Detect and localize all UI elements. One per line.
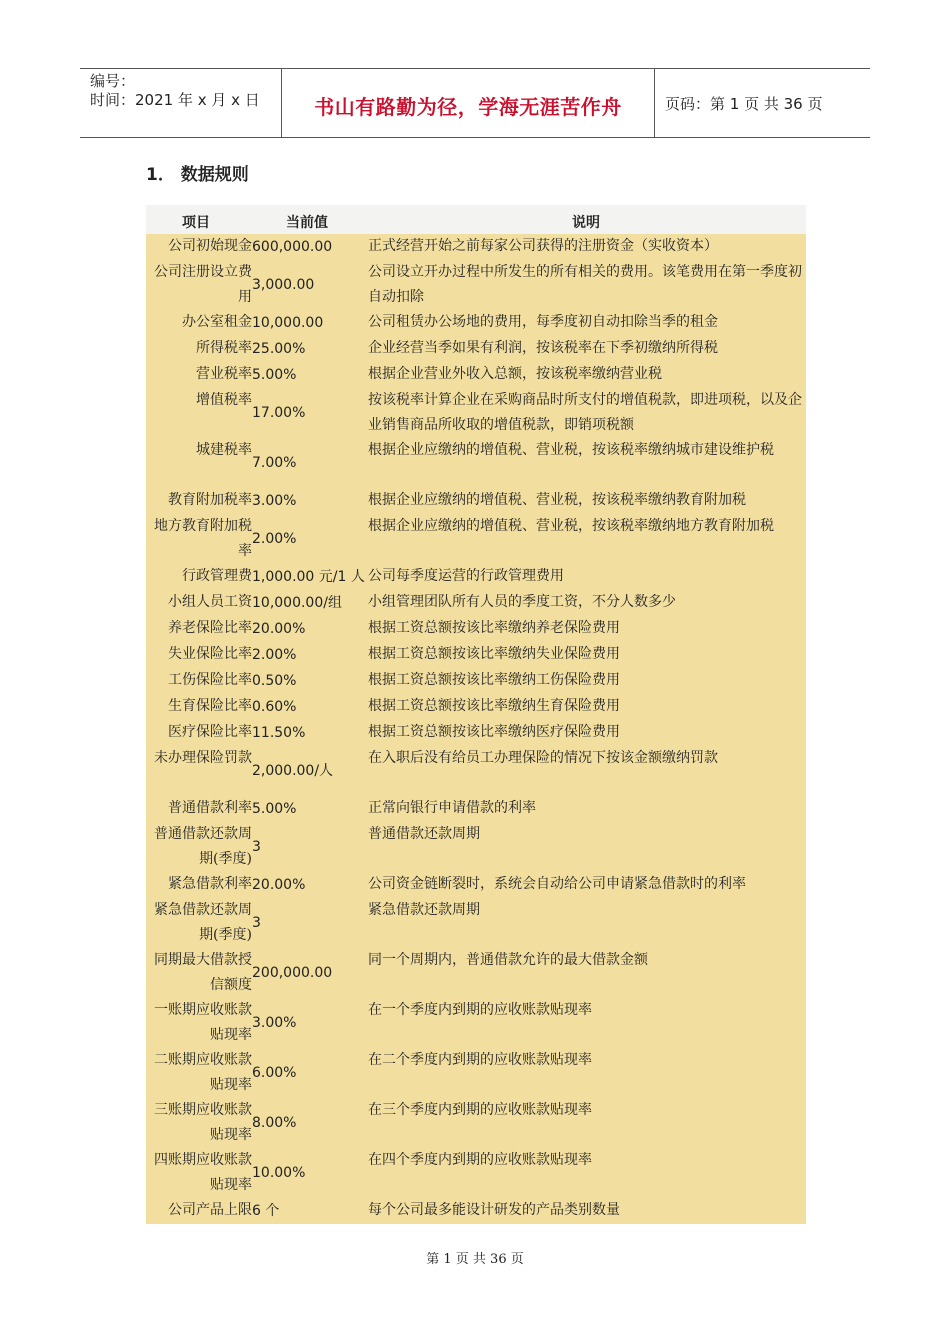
- row-value: 2,000.00/人: [252, 763, 334, 779]
- table-row: [146, 822, 806, 872]
- row-item: 紧急借款利率: [168, 876, 252, 892]
- row-value: 10,000.00: [252, 315, 324, 331]
- row-value: 2.00%: [252, 531, 297, 547]
- header-page-cell: [655, 69, 870, 137]
- table-row: [146, 668, 806, 694]
- row-description: 正常向银行申请借款的利率: [368, 800, 536, 816]
- section-title: 1． 数据规则: [146, 165, 249, 185]
- row-value: 200,000.00: [252, 965, 333, 981]
- row-value: 3.00%: [252, 1015, 297, 1031]
- row-item: 未办理保险罚款: [154, 750, 252, 766]
- row-value: 3,000.00: [252, 277, 315, 293]
- row-item: 教育附加税率: [168, 492, 252, 508]
- row-description: 企业经营当季如果有利润，按该税率在下季初缴纳所得税: [368, 340, 718, 356]
- row-description: 根据工资总额按该比率缴纳养老保险费用: [368, 620, 620, 636]
- row-item: 失业保险比率: [168, 646, 252, 662]
- row-value: 17.00%: [252, 405, 306, 421]
- table-row: [146, 720, 806, 746]
- table-row: [146, 1098, 806, 1148]
- row-value: 20.00%: [252, 877, 306, 893]
- row-description: 在三个季度内到期的应收账款贴现率: [368, 1102, 592, 1118]
- row-value: 10,000.00/组: [252, 595, 342, 611]
- row-item: 办公室租金: [182, 314, 252, 330]
- header-page-info: 页码：第 1 页 共 36 页: [665, 95, 823, 113]
- row-description: 按该税率计算企业在采购商品时所支付的增值税款，即进项税，以及企业销售商品所收取的增值税款，即销项税额: [368, 392, 802, 433]
- row-item: 养老保险比率: [168, 620, 252, 636]
- row-item: 营业税率: [196, 366, 252, 382]
- page-header: [80, 68, 870, 138]
- row-item: 医疗保险比率: [168, 724, 252, 740]
- row-value: 3: [252, 839, 261, 855]
- row-description: 紧急借款还款周期: [368, 902, 480, 918]
- header-item: 项目: [182, 215, 210, 231]
- table-row: [146, 796, 806, 822]
- row-item: 行政管理费: [182, 568, 252, 584]
- page-footer: 第 1 页 共 36 页: [426, 1252, 524, 1267]
- row-description: 根据工资总额按该比率缴纳失业保险费用: [368, 646, 620, 662]
- header-motto: 书山有路勤为径，学海无涯苦作舟: [314, 95, 622, 119]
- table-row: [146, 260, 806, 310]
- table-row: [146, 998, 806, 1048]
- table-row: [146, 872, 806, 898]
- row-description: 在一个季度内到期的应收账款贴现率: [368, 1002, 592, 1018]
- data-rules-table: [146, 205, 806, 1224]
- row-item: 城建税率: [196, 442, 252, 458]
- header-description: 说明: [572, 215, 600, 231]
- table-row: [146, 514, 806, 564]
- document-date-label: 时间：2021 年 x 月 x 日: [90, 91, 260, 109]
- row-description: 在四个季度内到期的应收账款贴现率: [368, 1152, 592, 1168]
- row-value: 1,000.00 元/1 人: [252, 569, 365, 585]
- table-row: [146, 898, 806, 948]
- row-item: 紧急借款还款周期(季度): [154, 902, 252, 943]
- row-item: 增值税率: [196, 392, 252, 408]
- table-row: [146, 362, 806, 388]
- table-row: [146, 488, 806, 514]
- table-row: [146, 1148, 806, 1198]
- row-item: 公司初始现金: [168, 238, 252, 254]
- table-body: [146, 234, 806, 1224]
- table-row: [146, 564, 806, 590]
- row-description: 根据企业应缴纳的增值税、营业税，按该税率缴纳教育附加税: [368, 492, 746, 508]
- row-description: 普通借款还款周期: [368, 826, 480, 842]
- document-number-label: 编号：: [90, 72, 136, 90]
- table-row: [146, 616, 806, 642]
- row-item: 一账期应收账款贴现率: [154, 1002, 252, 1043]
- row-value: 2.00%: [252, 647, 297, 663]
- row-value: 3.00%: [252, 493, 297, 509]
- row-description: 根据工资总额按该比率缴纳生育保险费用: [368, 698, 620, 714]
- row-description: 同一个周期内，普通借款允许的最大借款金额: [368, 952, 648, 968]
- row-description: 公司资金链断裂时，系统会自动给公司申请紧急借款时的利率: [368, 876, 746, 892]
- row-description: 正式经营开始之前每家公司获得的注册资金（实收资本）: [368, 238, 718, 254]
- row-item: 小组人员工资: [168, 594, 252, 610]
- row-value: 5.00%: [252, 801, 297, 817]
- row-value: 0.60%: [252, 699, 297, 715]
- row-value: 20.00%: [252, 621, 306, 637]
- header-meta-cell: [80, 69, 282, 137]
- row-value: 8.00%: [252, 1115, 297, 1131]
- table-row: [146, 746, 806, 796]
- header-value: 当前值: [286, 215, 328, 231]
- table-row: [146, 948, 806, 998]
- row-description: 根据企业营业外收入总额，按该税率缴纳营业税: [368, 366, 662, 382]
- row-description: 在二个季度内到期的应收账款贴现率: [368, 1052, 592, 1068]
- row-item: 所得税率: [196, 340, 252, 356]
- row-item: 公司产品上限: [168, 1202, 252, 1218]
- row-value: 3: [252, 915, 261, 931]
- table-header-row: [146, 205, 806, 234]
- table-row: [146, 388, 806, 438]
- row-value: 25.00%: [252, 341, 306, 357]
- table-row: [146, 336, 806, 362]
- row-description: 在入职后没有给员工办理保险的情况下按该金额缴纳罚款: [368, 750, 718, 766]
- row-value: 6 个: [252, 1203, 280, 1219]
- row-description: 根据工资总额按该比率缴纳工伤保险费用: [368, 672, 620, 688]
- row-item: 三账期应收账款贴现率: [154, 1102, 252, 1143]
- row-value: 7.00%: [252, 455, 297, 471]
- row-item: 公司注册设立费用: [154, 264, 252, 305]
- table-row: [146, 590, 806, 616]
- table-row: [146, 234, 806, 260]
- row-value: 0.50%: [252, 673, 297, 689]
- table-row: [146, 694, 806, 720]
- row-item: 普通借款利率: [168, 800, 252, 816]
- row-item: 二账期应收账款贴现率: [154, 1052, 252, 1093]
- table-row: [146, 438, 806, 488]
- row-description: 根据工资总额按该比率缴纳医疗保险费用: [368, 724, 620, 740]
- row-description: 公司租赁办公场地的费用，每季度初自动扣除当季的租金: [368, 314, 718, 330]
- row-item: 工伤保险比率: [168, 672, 252, 688]
- row-description: 公司每季度运营的行政管理费用: [368, 568, 564, 584]
- row-item: 生育保险比率: [168, 698, 252, 714]
- row-description: 小组管理团队所有人员的季度工资，不分人数多少: [368, 594, 676, 610]
- row-item: 普通借款还款周期(季度): [154, 826, 252, 867]
- header-motto-cell: [282, 69, 655, 137]
- table-row: [146, 1198, 806, 1224]
- row-value: 10.00%: [252, 1165, 306, 1181]
- row-value: 6.00%: [252, 1065, 297, 1081]
- row-description: 公司设立开办过程中所发生的所有相关的费用。该笔费用在第一季度初自动扣除: [368, 264, 802, 305]
- row-description: 根据企业应缴纳的增值税、营业税，按该税率缴纳地方教育附加税: [368, 518, 774, 534]
- table-row: [146, 310, 806, 336]
- table-row: [146, 642, 806, 668]
- row-value: 5.00%: [252, 367, 297, 383]
- row-value: 600,000.00: [252, 239, 333, 255]
- row-description: 每个公司最多能设计研发的产品类别数量: [368, 1202, 620, 1218]
- table-row: [146, 1048, 806, 1098]
- row-description: 根据企业应缴纳的增值税、营业税，按该税率缴纳城市建设维护税: [368, 442, 774, 458]
- row-item: 地方教育附加税率: [154, 518, 252, 559]
- row-item: 同期最大借款授信额度: [154, 952, 252, 993]
- row-value: 11.50%: [252, 725, 306, 741]
- row-item: 四账期应收账款贴现率: [154, 1152, 252, 1193]
